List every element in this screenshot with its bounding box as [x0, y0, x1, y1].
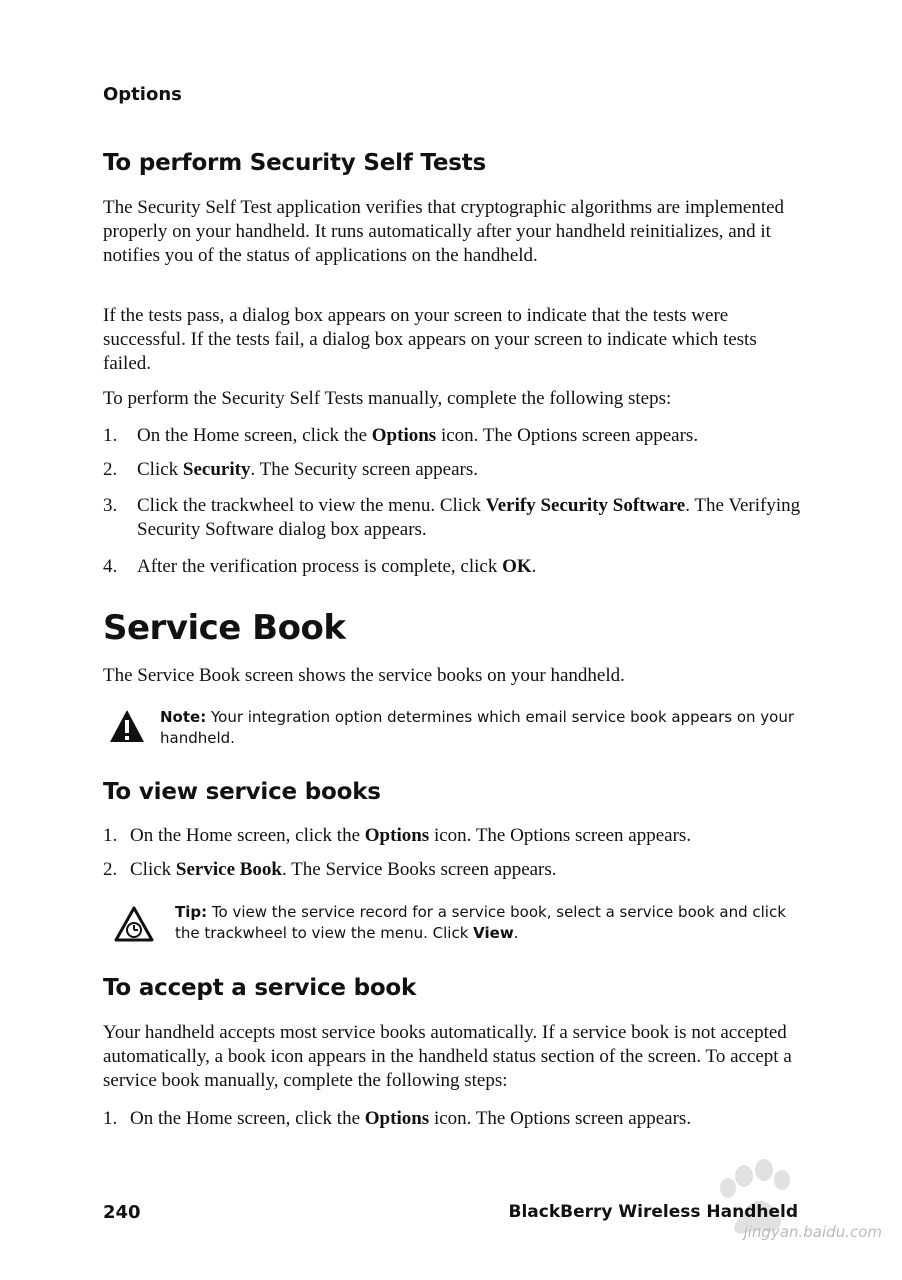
heading-service-book: Service Book: [103, 608, 346, 648]
list-text: Click Security. The Security screen appears.: [137, 459, 479, 480]
heading-security-self-tests: To perform Security Self Tests: [103, 150, 487, 176]
heading-accept-service-book: To accept a service book: [103, 975, 417, 1001]
list-text: After the verification process is complete, click OK.: [137, 556, 537, 577]
list-text: On the Home screen, click the Options icon. The Options screen appears.: [137, 425, 699, 446]
list-text: Click the trackwheel to view the menu. Click Verify Security Software. The Verifying Security Software dialog box appears.: [137, 495, 801, 540]
paragraph: The Security Self Test application verifies that cryptographic algorithms are implemented properly on your handheld. It runs automatically after your handheld reinitializes, and it notifies you of the status of applications on the handheld.: [103, 197, 785, 266]
tip-icon: [114, 906, 154, 942]
watermark-text: jingyan.baidu.com: [743, 1223, 882, 1241]
list-number: 3.: [103, 495, 118, 516]
paragraph: If the tests pass, a dialog box appears on your screen to indicate that the tests were successful. If the tests fail, a dialog box appears on your screen to indicate which tests failed.: [103, 305, 757, 374]
note-callout: Note: Your integration option determines which email service book appears on your handheld.: [160, 708, 795, 747]
page-number: 240: [103, 1202, 141, 1223]
list-number: 4.: [103, 556, 118, 577]
warning-icon: [108, 708, 146, 744]
list-number: 1.: [103, 825, 118, 846]
list-number: 2.: [103, 459, 118, 480]
list-number: 1.: [103, 425, 118, 446]
paragraph: The Service Book screen shows the service books on your handheld.: [103, 665, 625, 686]
tip-callout: Tip: To view the service record for a service book, select a service book and click the trackwheel to view the menu. Click View.: [175, 903, 786, 942]
heading-view-service-books: To view service books: [103, 779, 381, 805]
list-number: 1.: [103, 1108, 118, 1129]
list-text: Click Service Book. The Service Books screen appears.: [130, 859, 557, 880]
running-head: Options: [103, 84, 182, 105]
list-number: 2.: [103, 859, 118, 880]
book-title: BlackBerry Wireless Handheld: [508, 1202, 798, 1222]
paragraph: To perform the Security Self Tests manually, complete the following steps:: [103, 388, 672, 409]
list-text: On the Home screen, click the Options icon. The Options screen appears.: [130, 1108, 692, 1129]
list-text: On the Home screen, click the Options icon. The Options screen appears.: [130, 825, 692, 846]
paragraph: Your handheld accepts most service books automatically. If a service book is not accepted automatically, a book icon appears in the handheld status section of the screen. To accept a service book manually, complete the following steps:: [103, 1022, 792, 1091]
